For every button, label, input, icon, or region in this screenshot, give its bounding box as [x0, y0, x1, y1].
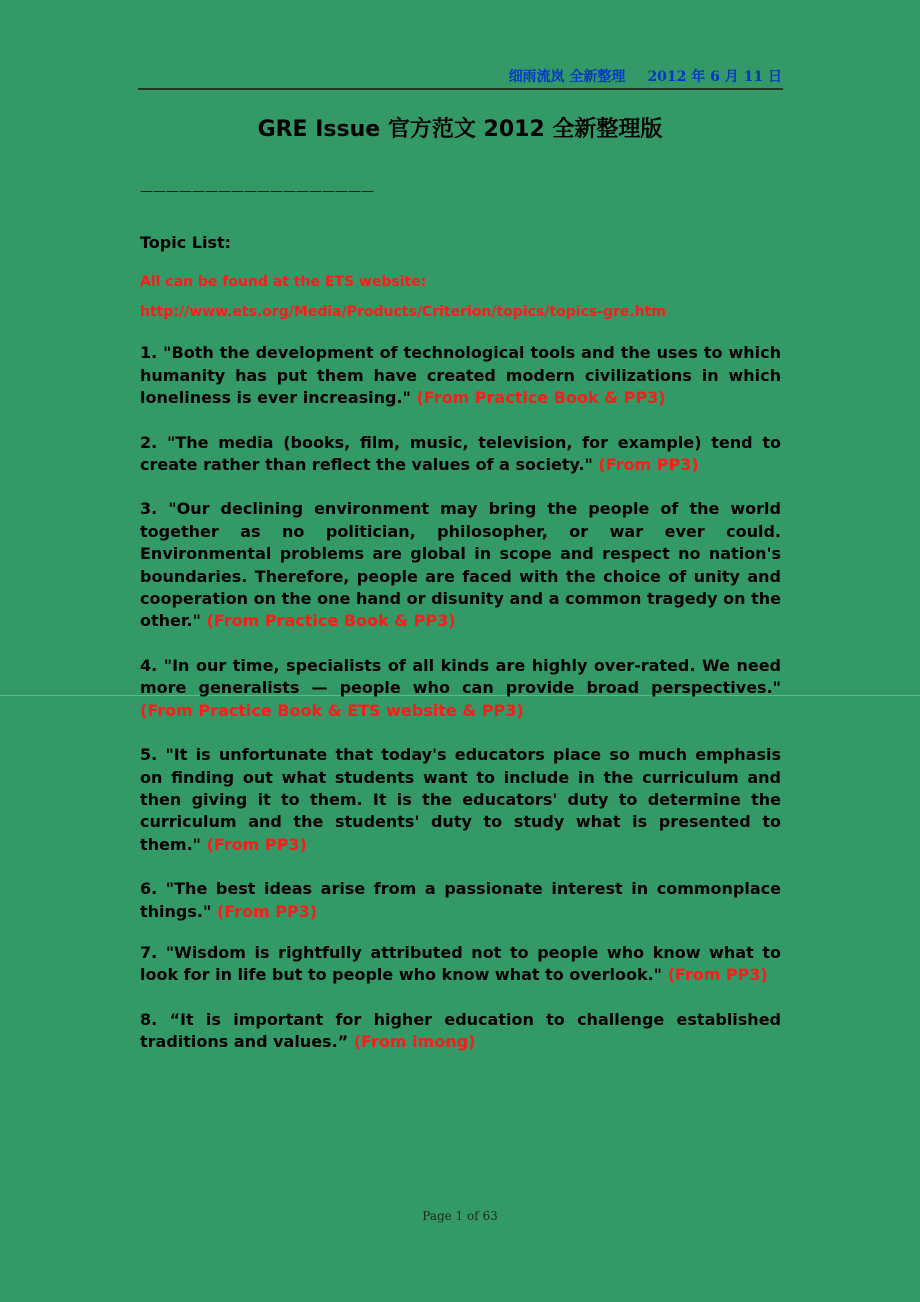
- topic-source: (From PP3): [598, 455, 699, 475]
- topic-text: 8. “It is important for higher education to challenge established traditions and values.”: [140, 1009, 781, 1052]
- topic-item: [140, 342, 781, 409]
- ets-note: All can be found at the ETS website:: [140, 274, 427, 291]
- ets-url-link[interactable]: http://www.ets.org/Media/Products/Criterion/topics/topics-gre.htm: [140, 304, 666, 321]
- topic-item: [140, 655, 781, 722]
- topic-text: 5. "It is unfortunate that today's educators place so much emphasis on finding out what students want to include in the curriculum and then giving it to them. It is the educators' duty to determine the curriculum and the students' duty to study what is presented to them.": [140, 745, 781, 854]
- topic-item: [140, 942, 781, 987]
- topic-item: [140, 878, 781, 923]
- topic-source: (From Practice Book & ETS website & PP3): [140, 700, 524, 720]
- topic-text: 2. "The media (books, film, music, television, for example) tend to create rather than reflect the values of a society.": [140, 432, 781, 475]
- topic-source: (From PP3): [667, 965, 768, 985]
- topic-text: 7. "Wisdom is rightfully attributed not to people who know what to look for in life but to people who know what to overlook.": [140, 942, 781, 985]
- topic-text: 1. "Both the development of technological tools and the uses to which humanity has put them have created modern civilizations in which loneliness is ever increasing.": [140, 343, 781, 408]
- topic-text: 6. "The best ideas arise from a passionate interest in commonplace things.": [140, 879, 781, 921]
- topic-text: 4. "In our time, specialists of all kinds are highly over-rated. We need more generalists — people who can provide broad perspectives.": [140, 655, 781, 698]
- header-author: 细雨流岚 全新整理: [508, 69, 626, 85]
- header-rule: [138, 88, 783, 90]
- header-date: 2012 年 6 月 11 日: [647, 69, 782, 85]
- document-title: GRE Issue 官方范文 2012 全新整理版: [257, 117, 663, 142]
- document-body: [140, 232, 781, 1076]
- topic-source: (From PP3): [206, 834, 307, 854]
- topic-source: (From PP3): [216, 901, 318, 921]
- page-footer: Page 1 of 63: [422, 1209, 498, 1223]
- topic-item: [140, 744, 781, 856]
- page-header: [509, 66, 782, 86]
- topic-item: [140, 498, 781, 632]
- topic-source: (From imong): [353, 1032, 476, 1052]
- topic-source: (From Practice Book & PP3): [416, 388, 666, 408]
- topic-source: (From Practice Book & PP3): [206, 611, 456, 631]
- topic-text: 3. "Our declining environment may bring the people of the world together as no politician, philosopher, or war ever could. Environmental problems are global in scope and respect no nation's boundaries. Therefore, people are faced with the choice of unity and cooperation on the one hand or disunity and a common tragedy on the other.": [140, 499, 781, 631]
- separator-line: ——————————————————: [140, 184, 374, 199]
- topic-list-heading: Topic List:: [140, 233, 232, 252]
- topic-item: [140, 1009, 781, 1054]
- topic-item: [140, 432, 781, 477]
